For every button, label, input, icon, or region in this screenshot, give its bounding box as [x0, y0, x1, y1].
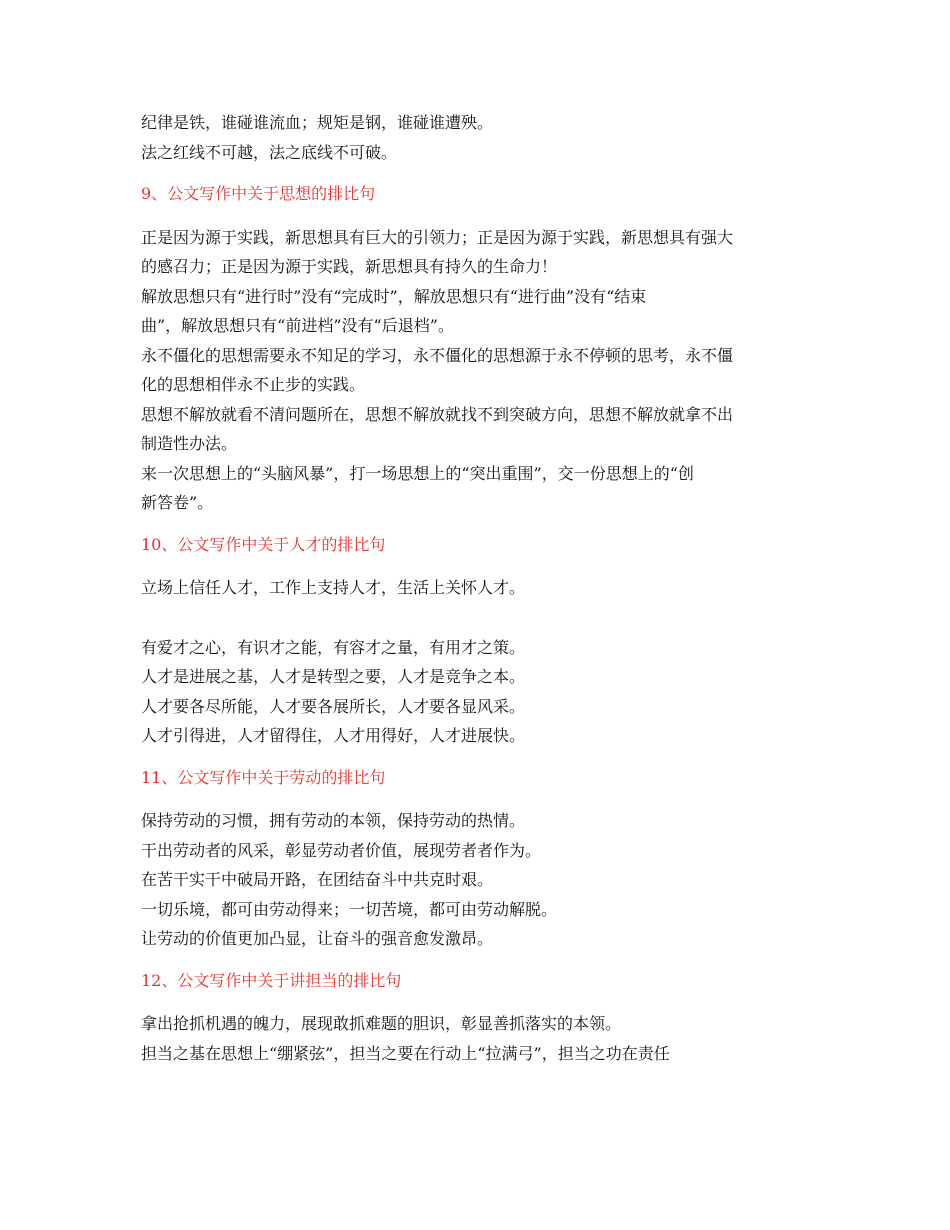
text-line: 曲”，解放思想只有“前进档”没有“后退档”。 [141, 316, 454, 335]
text-line: 有爱才之心，有识才之能，有容才之量，有用才之策。 [141, 637, 526, 657]
section-responsibility [141, 966, 811, 1069]
section-talent [141, 530, 811, 751]
intro-block [141, 108, 811, 167]
text-line: 永不僵化的思想需要永不知足的学习，永不僵化的思想源于永不停顿的思考，永不僵 [141, 345, 734, 365]
text-line: 保持劳动的习惯，拥有劳动的本领，保持劳动的热情。 [141, 811, 526, 830]
text-line: 正是因为源于实践，新思想具有巨大的引领力；正是因为源于实践，新思想具有强大 [141, 227, 734, 247]
text-line: 干出劳动者的风采，彰显劳动者价值，展现劳者者作为。 [141, 840, 542, 860]
text-line: 解放思想只有“进行时”没有“完成时”，解放思想只有“进行曲”没有“结束 [141, 286, 647, 306]
section-heading: 11、公文写作中关于劳动的排比句 [141, 767, 386, 787]
text-line: 人才要各尽所能，人才要各展所长，人才要各显风采。 [141, 696, 526, 716]
section-heading: 12、公文写作中关于讲担当的排比句 [141, 970, 402, 990]
text-line: 在苦干实干中破局开路，在团结奋斗中共克时艰。 [141, 870, 494, 889]
blank-line [141, 603, 811, 633]
text-line: 人才是进展之基，人才是转型之要，人才是竞争之本。 [141, 667, 526, 686]
section-heading: 10、公文写作中关于人才的排比句 [141, 534, 386, 554]
text-line: 人才引得进，人才留得住，人才用得好，人才进展快。 [141, 726, 526, 745]
text-line: 新答卷”。 [141, 493, 214, 512]
text-line: 让劳动的价值更加凸显，让奋斗的强音愈发激昂。 [141, 929, 494, 948]
document-page [141, 108, 811, 1068]
text-line: 立场上信任人才，工作上支持人才，生活上关怀人才。 [141, 578, 526, 597]
text-line: 思想不解放就看不清问题所在，思想不解放就找不到突破方向，思想不解放就拿不出 [141, 404, 734, 424]
text-line: 法之红线不可越，法之底线不可破。 [141, 142, 398, 162]
text-line: 拿出抢抓机遇的魄力，展现敢抓难题的胆识，彰显善抓落实的本领。 [141, 1014, 622, 1033]
text-line: 一切乐境，都可由劳动得来；一切苦境，都可由劳动解脱。 [141, 899, 558, 919]
text-line: 的感召力；正是因为源于实践，新思想具有持久的生命力！ [141, 257, 558, 276]
text-line: 来一次思想上的“头脑风暴”，打一场思想上的“突出重围”，交一份思想上的“创 [141, 463, 694, 483]
section-labor [141, 763, 811, 954]
text-line: 制造性办法。 [141, 434, 238, 453]
text-line: 化的思想相伴永不止步的实践。 [141, 375, 366, 394]
text-line: 担当之基在思想上“绷紧弦”，担当之要在行动上“拉满弓”，担当之功在责任 [141, 1043, 670, 1063]
text-line: 纪律是铁，谁碰谁流血；规矩是钢，谁碰谁遭殃。 [141, 113, 494, 132]
section-thought [141, 179, 811, 518]
section-heading: 9、公文写作中关于思想的排比句 [141, 184, 376, 203]
